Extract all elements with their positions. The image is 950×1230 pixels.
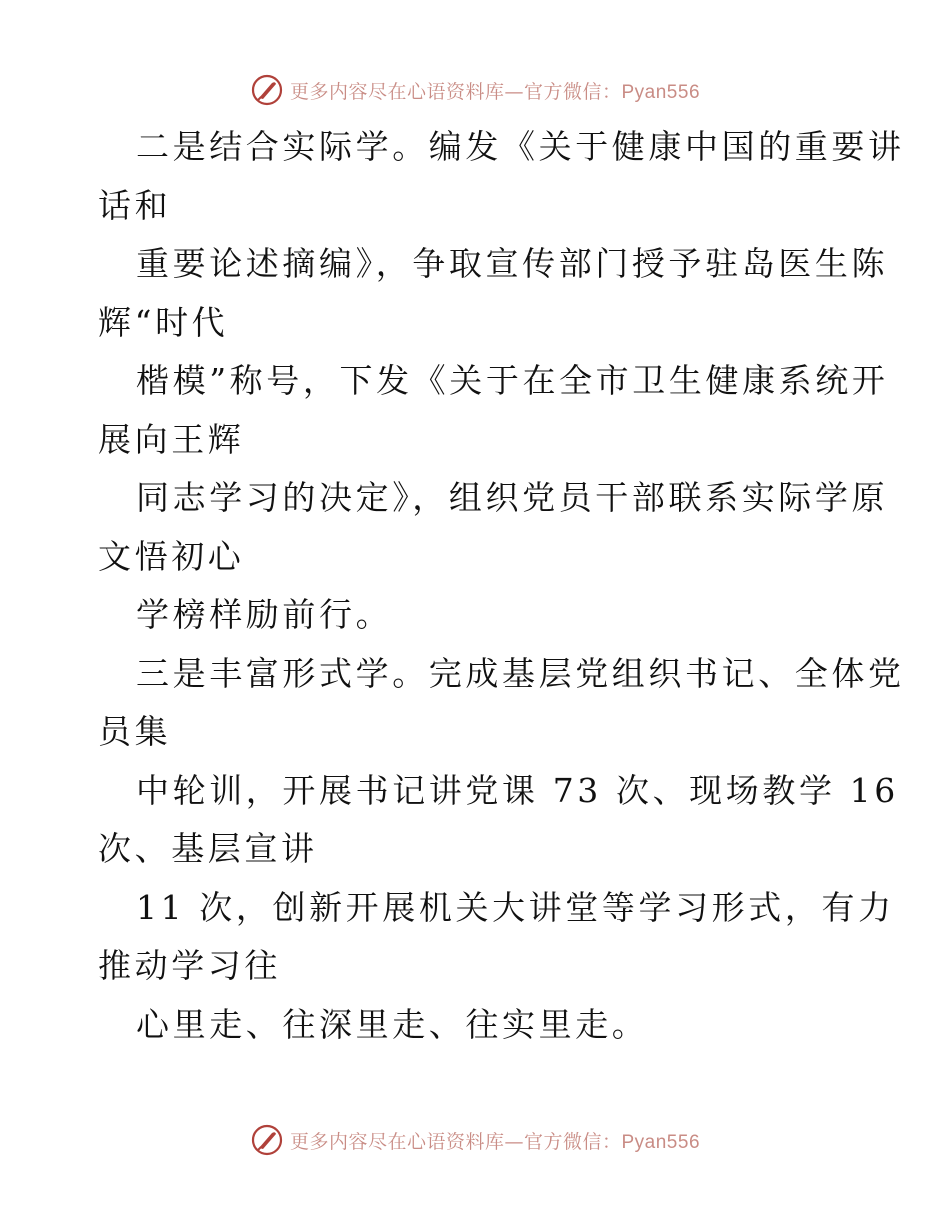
watermark-handle: Pyan556 (621, 81, 701, 103)
watermark-handle: Pyan556 (621, 1131, 701, 1153)
text-line: 展向王辉 (98, 419, 245, 459)
text-line: 重要论述摘编》，争取宣传部门授予驻岛医生陈 (136, 244, 889, 283)
quill-pen-circle-icon (250, 1123, 284, 1157)
quill-pen-circle-icon (250, 73, 284, 107)
text-line: 辉“时代 (98, 302, 229, 342)
text-line: 推动学习往 (98, 946, 281, 985)
text-line: 三是丰富形式学。完成基层党组织书记、全体党 (136, 653, 905, 693)
text-line: 员集 (98, 712, 172, 751)
text-line: 文悟初心 (98, 536, 245, 576)
text-line: 楷模”称号，下发《关于在全市卫生健康系统开 (136, 361, 889, 400)
footer-watermark (0, 1120, 950, 1160)
text-line: 心里走、往深里走、往实里走。 (136, 1004, 649, 1044)
text-line: 同志学习的决定》，组织党员干部联系实际学原 (136, 478, 889, 517)
text-line: 学榜样励前行。 (136, 595, 393, 634)
watermark-text: 更多内容尽在心语资料库—官方微信：Pyan556 (289, 1130, 701, 1153)
text-line: 二是结合实际学。编发《关于健康中国的重要讲 (136, 127, 905, 166)
text-line: 话和 (98, 185, 172, 225)
watermark-text: 更多内容尽在心语资料库—官方微信：Pyan556 (289, 80, 701, 103)
header-watermark (0, 70, 950, 110)
text-line: 次、基层宣讲 (98, 829, 318, 868)
text-line: 11 次，创新开展机关大讲堂等学习形式，有力 (136, 887, 895, 927)
text-line: 中轮训，开展书记讲党课 73 次、现场教学 16 (136, 770, 899, 810)
document-body (98, 118, 905, 1054)
